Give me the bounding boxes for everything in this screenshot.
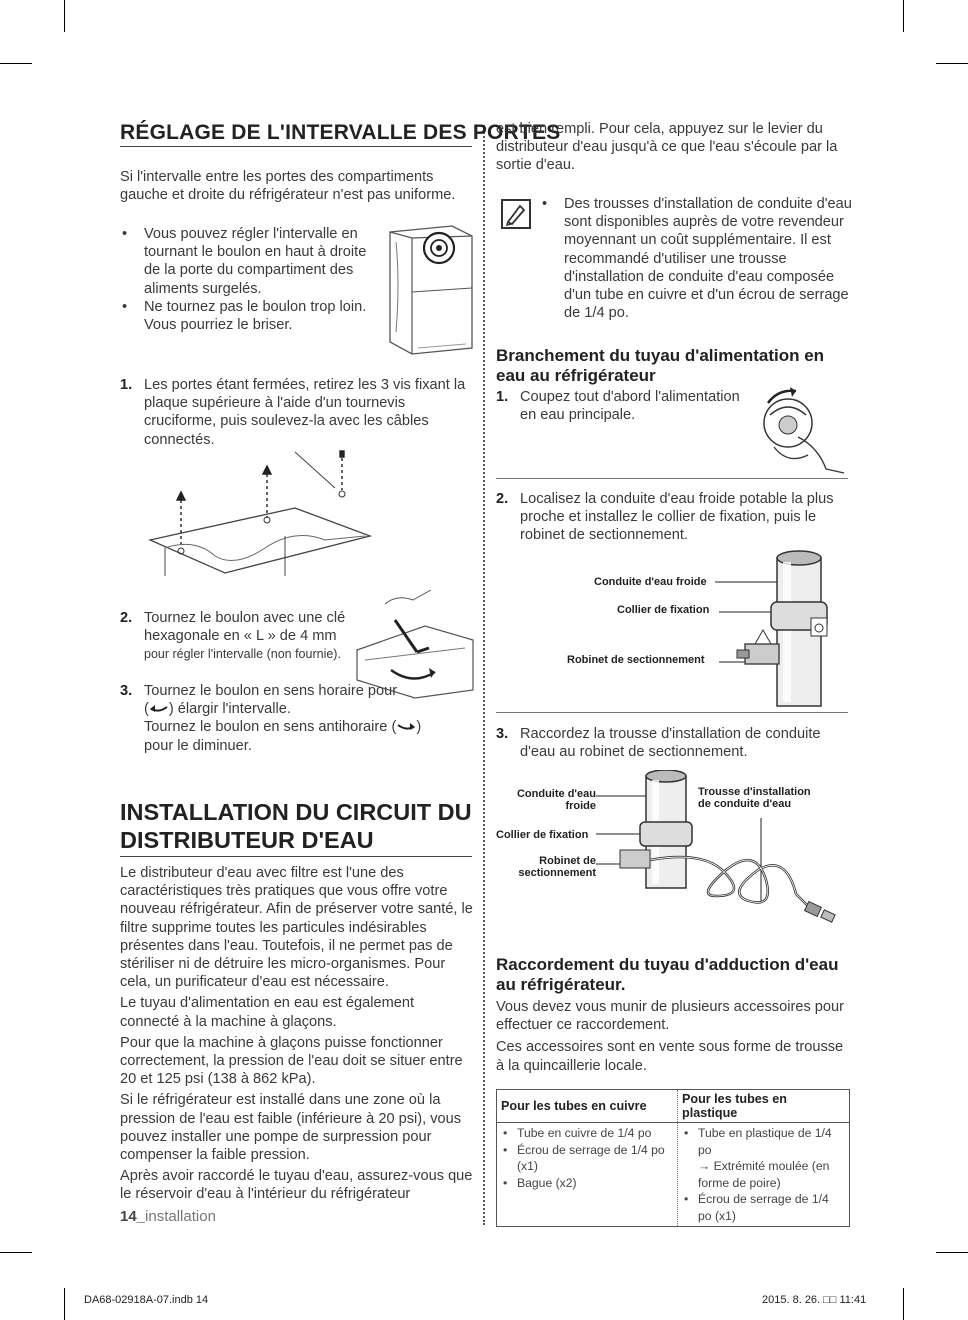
note-list: [540, 195, 855, 322]
body-paragraph: Le tuyau d'alimentation en eau est également connecté à la machine à glaçons.: [120, 995, 415, 1030]
table-cell-plastic: [678, 1123, 850, 1227]
list-item: • Écrou de serrage de 1/4 po (x1): [501, 1142, 673, 1175]
step-item: 3. Tournez le boulon en sens horaire pour ( ) élargir l'intervalle. Tournez le boulon en sens antihoraire ( ) pour le diminuer.: [120, 683, 422, 754]
diagram-label: Collier de fixation: [617, 604, 710, 616]
diagram-label: Conduite d'eau froide: [516, 788, 596, 812]
step-item: 1. Coupez tout d'abord l'alimentation en eau principale.: [496, 389, 740, 424]
valve-hand-illustration: [748, 385, 848, 477]
body-paragraph: Le distributeur d'eau avec filtre est l'une des caractéristiques très pratiques que vous offre votre nouveau réfrigérateur. Afin de préserver votre santé, le filtre supprime toutes les particules indésirables présentes dans l'eau. Toutefois, il ne permet pas de stériliser ni de détruire les micro-organismes. Pour cela, un purificateur d'eau est nécessaire.: [120, 865, 473, 991]
counterclockwise-arrow-icon: [396, 721, 416, 731]
top-plate-screws-illustration: [145, 448, 380, 580]
water-dispenser-body: [120, 864, 477, 1204]
step-item: 2. Localisez la conduite d'eau froide potable la plus proche et installez le collier de fixation, puis le robinet de sectionnement.: [496, 491, 834, 544]
supply-step-2: [496, 490, 856, 545]
step-list-2: [120, 609, 365, 664]
note-icon: [500, 198, 532, 230]
bullet-item: • Vous pouvez régler l'intervalle en tournant le boulon en haut à droite de la porte du compartiment des aliments surgelés.: [120, 225, 380, 298]
clockwise-arrow-icon: [149, 703, 169, 713]
step-item: 1. Les portes étant fermées, retirez les 3 vis fixant la plaque supérieure à l'aide d'un tournevis cruciforme, puis soulevez-la avec les câbles connectés.: [120, 377, 466, 448]
diagram-label: Robinet de sectionnement: [518, 855, 596, 879]
body-paragraph: Pour que la machine à glaçons puisse fonctionner correctement, la pression de l'eau doit se situer entre 20 et 125 psi (138 à 862 kPa).: [120, 1034, 463, 1088]
list-item: • Tube en cuivre de 1/4 po: [501, 1125, 673, 1142]
page-number: 14_installation: [120, 1208, 216, 1225]
diagram-label: Robinet de sectionnement: [567, 654, 705, 666]
print-date: 2015. 8. 26. □□ 11:41: [762, 1294, 867, 1306]
diagram-label: Conduite d'eau froide: [594, 576, 707, 588]
print-file-name: DA68-02918A-07.indb 14: [84, 1294, 209, 1306]
fridge-bolt-illustration: [382, 222, 478, 358]
bullet-item: • Ne tournez pas le boulon trop loin. Vous pourriez le briser.: [120, 298, 380, 334]
supply-step-3: [496, 725, 856, 761]
list-item: • Écrou de serrage de 1/4 po (x1): [682, 1191, 845, 1224]
step-list-1: [120, 376, 475, 449]
section-title-door-gap: RÉGLAGE DE L'INTERVALLE DES PORTES: [120, 121, 561, 144]
body-paragraph: Vous devez vous munir de plusieurs accessoires pour effectuer ce raccordement.: [496, 999, 844, 1034]
body-paragraph: Ces accessoires sont en vente sous forme de trousse à la quincaillerie locale.: [496, 1039, 844, 1074]
door-gap-bullets: [120, 225, 380, 334]
body-paragraph: Si le réfrigérateur est installé dans une zone où la pression de l'eau est faible (inférieure à 20 psi), vous pouvez installer une pompe de surpression pour compenser la faible pression.: [120, 1092, 462, 1164]
adduction-body: [496, 998, 851, 1075]
accessories-table: [496, 1089, 850, 1227]
subsection-title-adduction: Raccordement du tuyau d'adduction d'eau au réfrigérateur.: [496, 955, 839, 994]
diagram-label: Trousse d'installation de conduite d'eau: [698, 786, 811, 810]
continued-paragraph: est bien rempli. Pour cela, appuyez sur le levier du distributeur d'eau jusqu'à ce que l'eau s'écoule par la sortie d'eau.: [496, 121, 838, 174]
subsection-title-supply: Branchement du tuyau d'alimentation en eau au réfrigérateur: [496, 346, 825, 385]
section-title-water-dispenser: INSTALLATION DU CIRCUIT DU DISTRIBUTEUR D'EAU: [120, 799, 472, 853]
table-header: Pour les tubes en plastique: [678, 1090, 850, 1123]
note-item: • Des trousses d'installation de conduite d'eau sont disponibles auprès de votre revendeur moyennant un coût supplémentaire. Il est recommandé d'utiliser une trousse d'installation de conduite d'eau composée d'un tube en cuivre et d'un écrou de serrage de 1/4 po.: [540, 195, 855, 322]
supply-step-1: [496, 388, 741, 424]
intro-paragraph: Si l'intervalle entre les portes des compartiments gauche et droite du réfrigérateur n'est pas uniforme.: [120, 169, 456, 204]
step-list-3: [120, 682, 465, 755]
table-header: Pour les tubes en cuivre: [497, 1090, 678, 1123]
step-item: 3. Raccordez la trousse d'installation de conduite d'eau au robinet de sectionnement.: [496, 726, 821, 761]
list-item: • Tube en plastique de 1/4 po → Extrémité moulée (en forme de poire): [682, 1125, 845, 1191]
table-cell-copper: [497, 1123, 678, 1227]
list-item: • Bague (x2): [501, 1175, 673, 1192]
step-item: 2. Tournez le boulon avec une clé hexagonale en « L » de 4 mm pour régler l'intervalle (non fournie).: [120, 610, 346, 662]
column-separator: [483, 125, 485, 1225]
diagram-label: Collier de fixation: [496, 829, 589, 841]
body-paragraph: Après avoir raccordé le tuyau d'eau, assurez-vous que le réservoir d'eau à l'intérieur du réfrigérateur: [120, 1168, 473, 1203]
pipe-clamp-diagram: [715, 548, 845, 708]
water-kit-diagram: [596, 770, 846, 930]
